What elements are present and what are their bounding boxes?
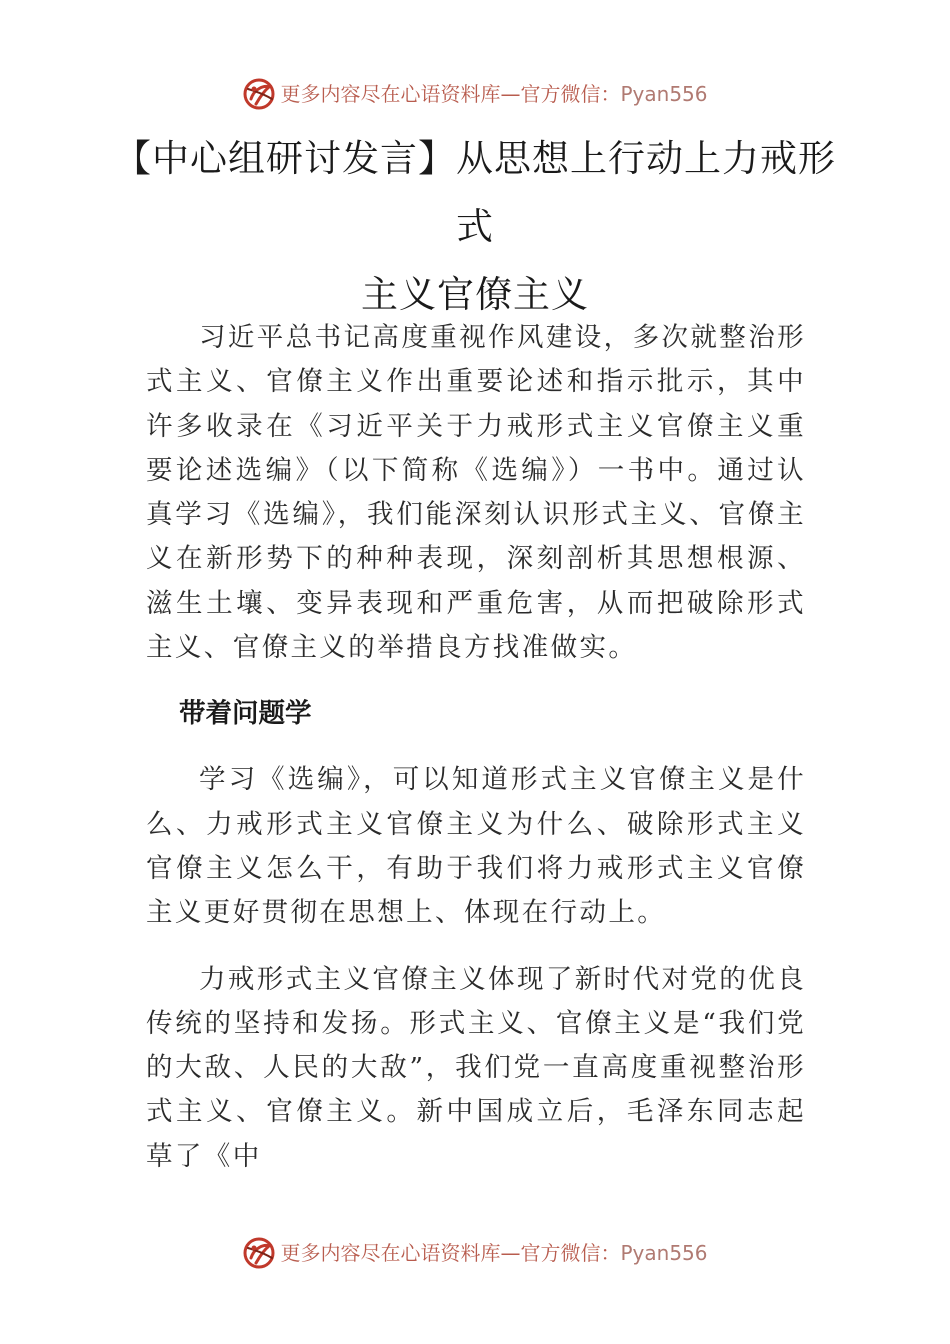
paragraph-1: 习近平总书记高度重视作风建设，多次就整治形式主义、官僚主义作出重要论述和指示批示，其中许多收录在《习近平关于力戒形式主义官僚主义重要论述选编》（以下简称《选编》）一书中。通过认真学习《选编》，我们能深刻认识形式主义、官僚主义在新形势下的种种表现，深刻剖析其思想根源、滋生土壤、变异表现和严重危害，从而把破除形式主义、官僚主义的举措良方找准做实。 <box>146 322 806 664</box>
title-line-2: 主义官僚主义 <box>361 273 589 316</box>
header-banner <box>0 72 950 116</box>
document-title <box>100 125 850 329</box>
banner-text: 更多内容尽在心语资料库—官方微信：Pyan556 <box>280 1241 708 1265</box>
wechat-id: Pyan556 <box>620 82 708 106</box>
section-heading: 带着问题学 <box>179 698 312 730</box>
document-body <box>146 316 806 1179</box>
title-line-1: 【中心组研讨发言】从思想上行动上力戒形式 <box>114 137 836 248</box>
wechat-id: Pyan556 <box>620 1241 708 1265</box>
banner-text: 更多内容尽在心语资料库—官方微信：Pyan556 <box>280 82 708 106</box>
paragraph-2: 学习《选编》，可以知道形式主义官僚主义是什么、力戒形式主义官僚主义为什么、破除形式主义官僚主义怎么干，有助于我们将力戒形式主义官僚主义更好贯彻在思想上、体现在行动上。 <box>146 764 806 929</box>
brand-logo-icon <box>242 1236 276 1270</box>
footer-banner <box>0 1231 950 1275</box>
brand-logo-icon <box>242 77 276 111</box>
paragraph-3: 力戒形式主义官僚主义体现了新时代对党的优良传统的坚持和发扬。形式主义、官僚主义是“我们党的大敌、人民的大敌”，我们党一直高度重视整治形式主义、官僚主义。新中国成立后，毛泽东同志起草了《中 <box>146 963 806 1172</box>
